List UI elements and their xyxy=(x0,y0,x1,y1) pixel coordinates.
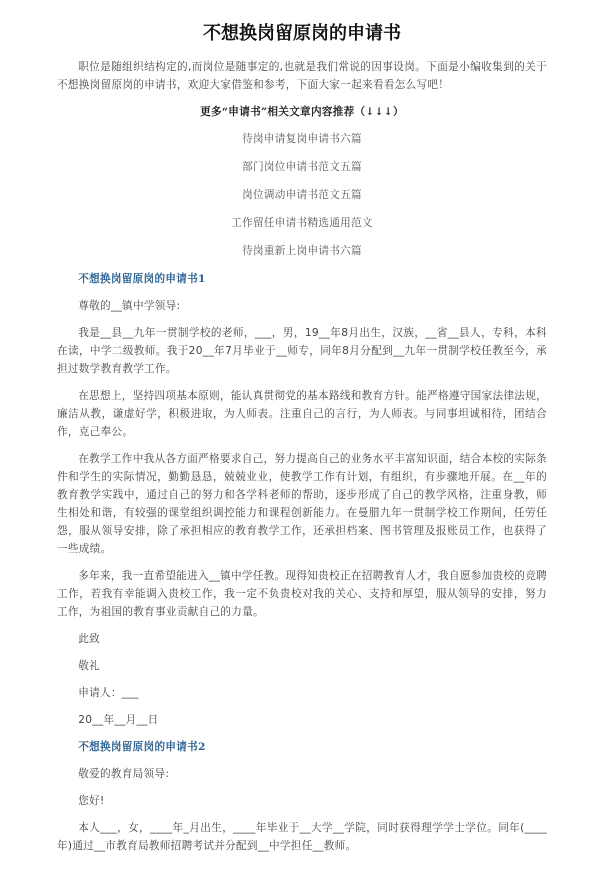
letter2-salutation: 敬爱的教育局领导: xyxy=(78,768,170,780)
related-link[interactable]: 待岗重新上岗申请书六篇 xyxy=(242,245,362,257)
letter2-heading: 不想换岗留原岗的申请书2 xyxy=(78,741,206,753)
letter1-paragraph: 在教学工作中我从各方面严格要求自己，努力提高自己的业务水平丰富知识面，结合本校的实际条件和学生的实际情况，勤勤恳恳，兢兢业业，使教学工作有计划，有组织，有步骤地开展。在__年的教育教学实践中，通过自己的努力和各学科老师的帮助，逐步形成了自己的教学风格，注重身教，师生相处和谐，有较强的课堂组织调控能力和课程创新能力。在曼腊九年一贯制学校工作期间，任劳任怨，服从领导安排，除了承担相应的教育教学工作，还承担档案、图书管理及报账员工作，也获得了一些成绩。 xyxy=(57,453,547,555)
intro-paragraph: 职位是随组织结构定的,而岗位是随事定的,也就是我们常说的因事设岗。下面是小编收集到的关于不想换岗留原岗的申请书，欢迎大家借鉴和参考，下面大家一起来看看怎么写吧！ xyxy=(57,61,547,91)
related-link[interactable]: 工作留任申请书精选通用范文 xyxy=(231,217,373,229)
letter2-paragraph: 本人___，女，____年_月出生，____年毕业于__大学__学院，同时获得理学学士学位。同年(____年)通过__市教育局教师招聘考试并分配到__中学担任__教师。 xyxy=(57,822,547,852)
letter1-paragraph: 在思想上，坚持四项基本原则，能认真贯彻党的基本路线和教育方针。能严格遵守国家法律法规，廉洁从教，谦虚好学，积极进取，为人师表。注重自己的言行，为人师表。与同事坦诚相待，团结合作，克己奉公。 xyxy=(57,390,547,438)
letter1-regards: 敬礼 xyxy=(78,660,100,672)
letter1-applicant: 申请人：___ xyxy=(78,687,139,699)
page-title: 不想换岗留原岗的申请书 xyxy=(203,23,401,44)
related-link[interactable]: 部门岗位申请书范文五篇 xyxy=(242,161,362,173)
letter1-paragraph: 我是__县__九年一贯制学校的老师，___，男，19__年8月出生，汉族，__省__县人，专科，本科在读，中学二级教师。我于20__年7月毕业于__师专，同年8月分配到__九年一贯制学校任教至今，承担过数学教育教学工作。 xyxy=(57,327,547,375)
letter1-date: 20__年__月__日 xyxy=(78,714,159,726)
letter1-heading: 不想换岗留原岗的申请书1 xyxy=(78,273,206,285)
more-heading: 更多“申请书”相关文章内容推荐（↓↓↓） xyxy=(200,106,404,118)
letter2-greeting: 您好! xyxy=(78,795,105,807)
letter1-paragraph: 多年来，我一直希望能进入__镇中学任教。现得知贵校正在招聘教育人才，我自愿参加贵校的竞聘工作，若我有幸能调入贵校工作，我一定不负贵校对我的关心、支持和厚望，服从领导的安排，努力工作，为祖国的教育事业贡献自己的力量。 xyxy=(57,570,547,618)
letter1-closing: 此致 xyxy=(78,633,100,645)
related-link[interactable]: 待岗申请复岗申请书六篇 xyxy=(242,133,362,145)
letter1-salutation: 尊敬的__镇中学领导: xyxy=(78,300,181,312)
related-link[interactable]: 岗位调动申请书范文五篇 xyxy=(242,189,362,201)
